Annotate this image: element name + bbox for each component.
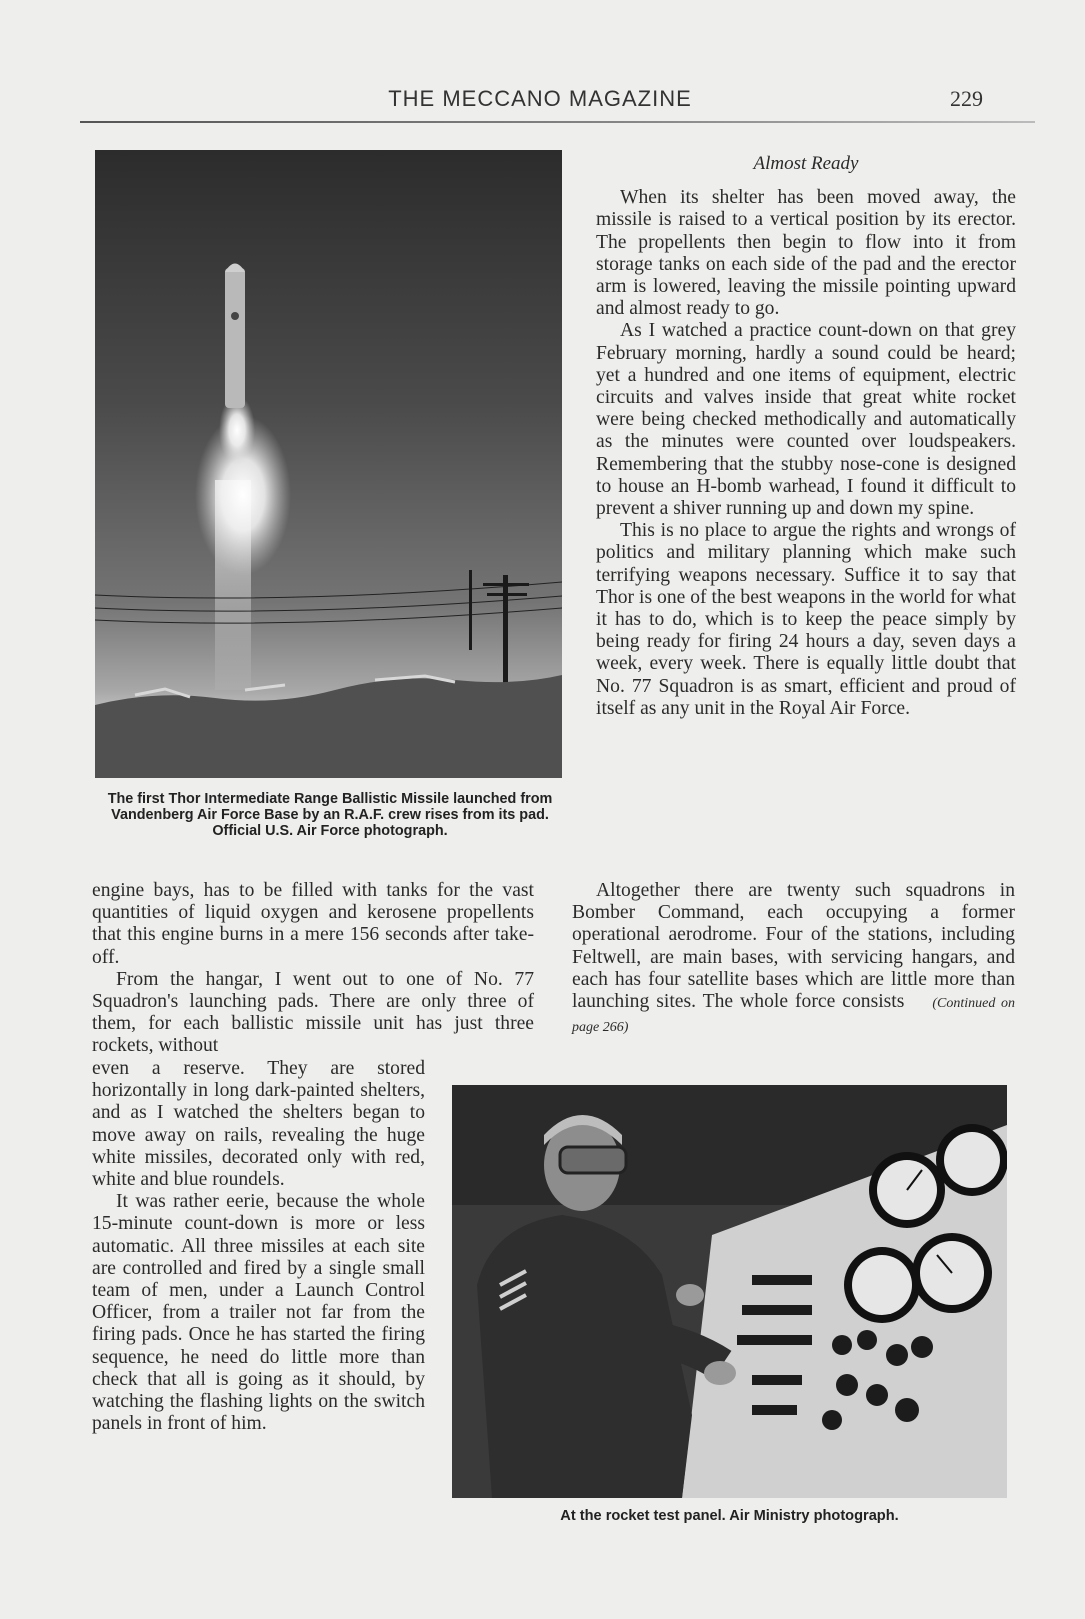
continued-note: (Continued on page 266) (572, 996, 1015, 1036)
header-rule (80, 121, 1035, 123)
paragraph: even a reserve. They are stored horizontally in long dark-painted shelters, and as I watched the shelters began to move away on rails, revealing the huge white missiles, decorated only with red, white and blue roundels. (92, 1058, 425, 1191)
right-column-middle (572, 880, 1015, 1039)
roundel-marking (231, 312, 239, 320)
paragraph: Altogether there are twenty such squadrons in Bomber Command, each occupying a former operational aerodrome. Four of the stations, including Feltwell, are main bases, with servicing hangars, and each has four satellite bases which are little more than launching sites. The whole force consists (Continued on page 266) (572, 880, 1015, 1036)
test-panel-illustration (452, 1085, 1007, 1498)
section-subheading: Almost Ready (753, 153, 859, 174)
left-column-bottom (92, 1058, 425, 1435)
rocket-test-panel-photo (452, 1085, 1007, 1498)
running-header-title: THE MECCANO MAGAZINE (388, 86, 692, 111)
left-column-middle (92, 880, 534, 1058)
missile-nose-cone (225, 264, 245, 273)
photo-caption-test-panel: At the rocket test panel. Air Ministry photograph. (560, 1508, 899, 1524)
paragraph: When its shelter has been moved away, the missile is raised to a vertical position by its erector. The propellents then begin to flow into it from storage tanks on each side of the pad and the erector arm is lowered, leaving the missile pointing upward and almost ready to go. (596, 187, 1016, 320)
right-column-top (596, 153, 1016, 720)
photo-caption-missile: The first Thor Intermediate Range Ballistic Missile launched from Vandenberg Air Force Base by an R.A.F. crew rises from its pad. Official U.S. Air Force photograph. (107, 791, 553, 839)
page-number: 229 (950, 86, 983, 111)
paragraph: engine bays, has to be filled with tanks for the vast quantities of liquid oxygen and kerosene propellents that this engine burns in a mere 156 seconds after take-off. (92, 880, 534, 968)
missile-launch-illustration (95, 150, 562, 778)
missile-launch-photo (95, 150, 562, 778)
paragraph: From the hangar, I went out to one of No. 77 Squadron's launching pads. There are only three of them, for each ballistic missile unit has just three rockets, without (92, 968, 534, 1057)
missile-body (225, 268, 245, 408)
paragraph: As I watched a practice count-down on that grey February morning, hardly a sound could be heard; yet a hundred and one items of equipment, electric circuits and valves inside that great white rocket were being checked methodically and automatically as the minutes were counted over loudspeakers. Remembering that the stubby nose-cone is designed to house an H-bomb warhead, I found it difficult to prevent a shiver running up and down my spine. (596, 320, 1016, 520)
paragraph: This is no place to argue the rights and wrongs of politics and military planning which make such terrifying weapons necessary. Suffice it to say that Thor is one of the best weapons in the world for what it has to do, which is to keep the peace simply by being ready for firing 24 hours a day, seven days a week, every week. There is equally little doubt that No. 77 Squadron is as smart, efficient and proud of itself as any unit in the Royal Air Force. (596, 520, 1016, 719)
goggles (560, 1147, 626, 1173)
paragraph: It was rather eerie, because the whole 15-minute count-down is more or less automatic. All three missiles at each site are controlled and fired by a single small team of men, under a Launch Control Officer, from a trailer not far from the firing pads. Once he has started the firing sequence, he need do little more than check that all is going as it should, by watching the flashing lights on the switch panels in front of him. (92, 1191, 425, 1435)
